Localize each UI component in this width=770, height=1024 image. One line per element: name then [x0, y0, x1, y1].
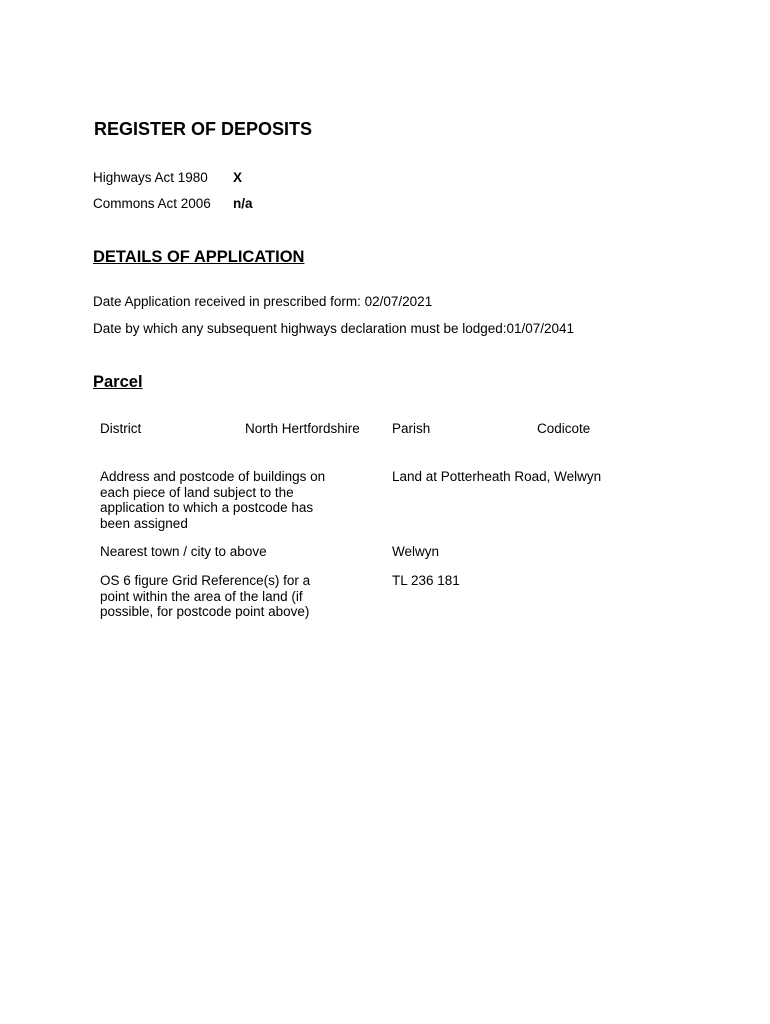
date-received-text: Date Application received in prescribed form: 02/07/2021: [93, 294, 433, 309]
commons-act-label: Commons Act 2006: [93, 196, 211, 211]
highways-act-value: X: [233, 170, 243, 185]
district-value: North Hertfordshire: [245, 421, 360, 436]
nearest-town-label: Nearest town / city to above: [100, 544, 267, 559]
parish-label: Parish: [392, 421, 431, 436]
address-value: Land at Potterheath Road, Welwyn: [392, 469, 602, 484]
grid-ref-label: OS 6 figure Grid Reference(s) for a point within the area of the land (if possible, for postcode point above): [100, 573, 311, 619]
highways-act-label: Highways Act 1980: [93, 170, 208, 185]
address-label: Address and postcode of buildings on each piece of land subject to the application to which a postcode has been assigned: [100, 469, 326, 531]
commons-act-value: n/a: [233, 196, 253, 211]
parish-value: Codicote: [537, 421, 591, 436]
parcel-heading: Parcel: [93, 373, 143, 391]
grid-ref-value: TL 236 181: [392, 573, 460, 588]
date-lodged-text: Date by which any subsequent highways declaration must be lodged:01/07/2041: [93, 321, 575, 336]
nearest-town-value: Welwyn: [392, 544, 440, 559]
details-heading: DETAILS OF APPLICATION: [93, 248, 305, 266]
district-label: District: [100, 421, 142, 436]
page-title: REGISTER OF DEPOSITS: [94, 119, 313, 139]
